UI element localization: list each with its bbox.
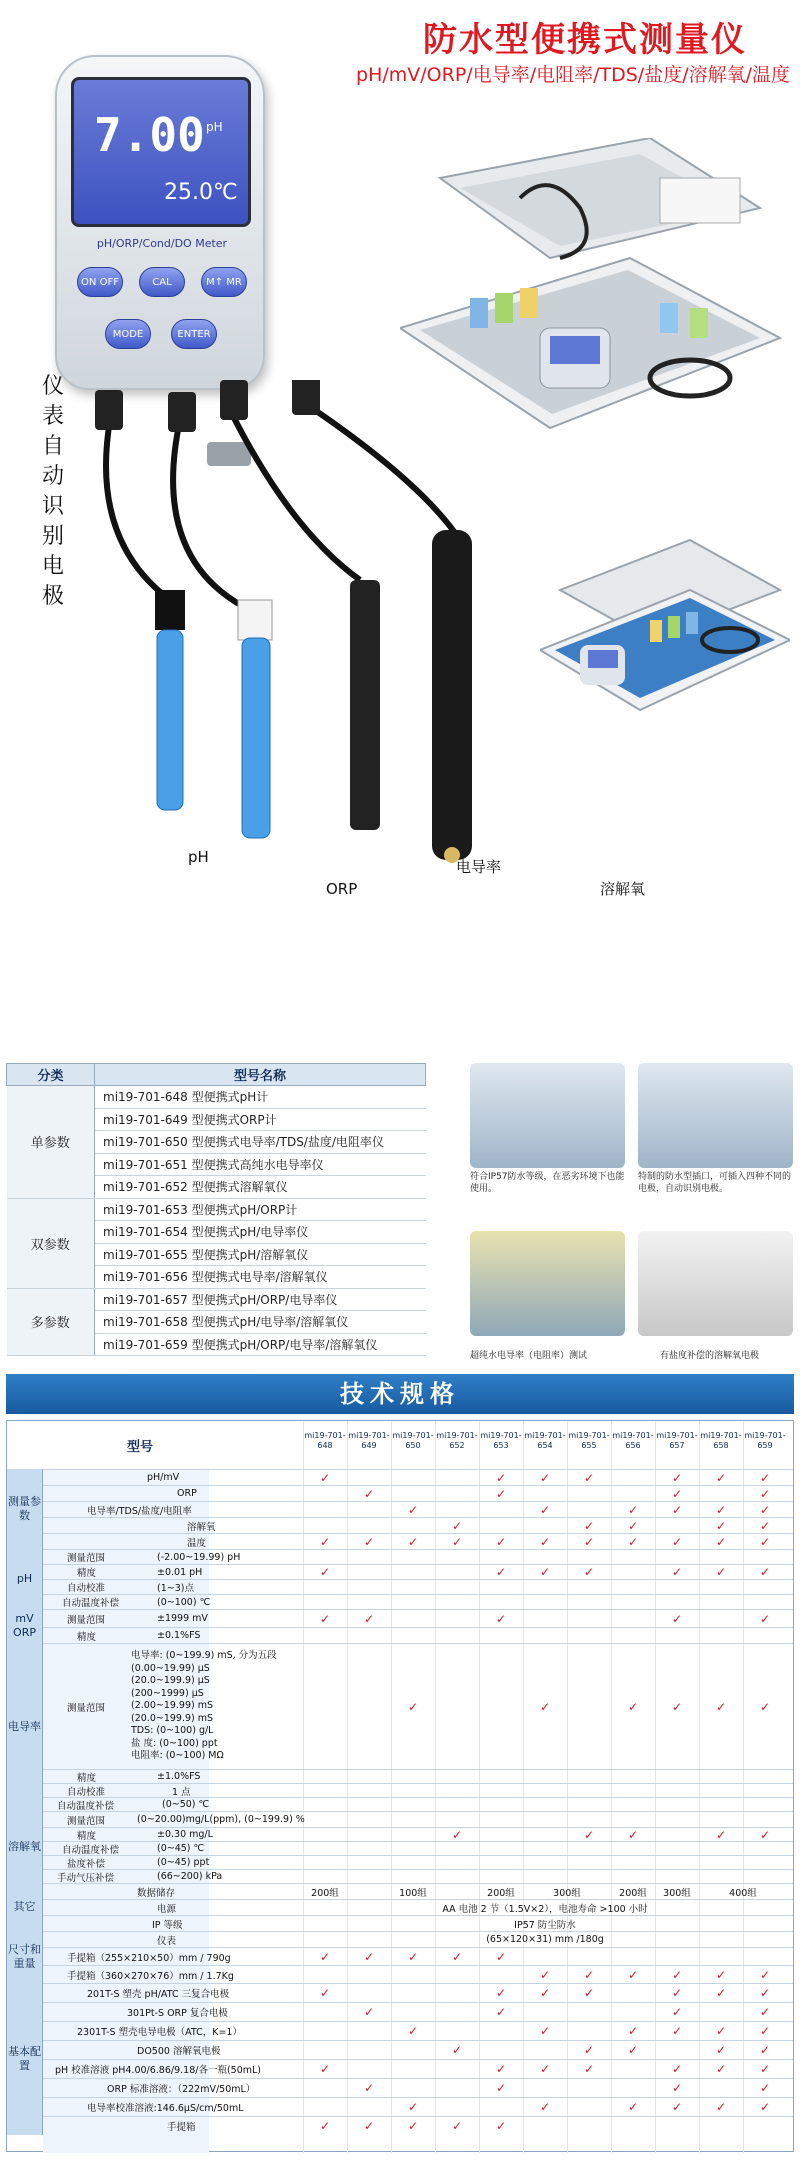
electrode-label-orp: ORP bbox=[326, 880, 358, 898]
spec-section: 其它 bbox=[7, 1883, 43, 1931]
spec-model-col: mi19-701-657 bbox=[656, 1431, 698, 1450]
meter-image bbox=[55, 55, 265, 390]
spec-row bbox=[7, 1564, 793, 1579]
spec-row-label: 手提箱 bbox=[167, 2122, 196, 2133]
check-mark: ✓ bbox=[451, 1827, 463, 1842]
check-mark: ✓ bbox=[363, 1486, 375, 1501]
check-mark: ✓ bbox=[759, 2043, 771, 2057]
check-mark: ✓ bbox=[495, 2062, 507, 2076]
check-mark: ✓ bbox=[583, 2043, 595, 2057]
model-name: mi19-701-655 型便携式pH/溶解氧仪 bbox=[95, 1243, 426, 1266]
spec-row bbox=[7, 1643, 793, 1769]
check-mark: ✓ bbox=[715, 2100, 727, 2114]
check-mark: ✓ bbox=[671, 1470, 683, 1485]
spec-row-label: 测量范围 bbox=[67, 1702, 106, 1714]
meter-lcd bbox=[71, 77, 251, 227]
check-mark: ✓ bbox=[407, 2119, 419, 2133]
spec-row-value: ±0.30 mg/L bbox=[157, 1829, 213, 1840]
check-mark: ✓ bbox=[759, 1699, 771, 1714]
check-mark: ✓ bbox=[759, 1967, 771, 1982]
spec-section: 基本配置 bbox=[7, 1983, 43, 2135]
waterproof-photo bbox=[470, 1063, 625, 1168]
meter-temperature: 25.0℃ bbox=[164, 180, 238, 205]
spec-row bbox=[7, 1811, 793, 1827]
spec-row-label: 自动温度补偿 bbox=[57, 1800, 115, 1812]
cond-range-line: TDS: (0~100) g/L bbox=[131, 1725, 214, 1737]
check-mark: ✓ bbox=[583, 1827, 595, 1842]
check-mark: ✓ bbox=[583, 1565, 595, 1579]
spec-row bbox=[7, 2002, 793, 2021]
cond-range-line: 电导率: (0~199.9) mS, 分为五段 bbox=[131, 1650, 277, 1662]
check-mark: ✓ bbox=[363, 1534, 375, 1549]
power-value: AA 电池 2 节（1.5V×2），电池寿命 >100 小时 bbox=[442, 1903, 648, 1915]
page-subtitle: pH/mV/ORP/电导率/电阻率/TDS/盐度/溶解氧/温度 bbox=[356, 64, 790, 86]
spec-model-header: 型号 bbox=[127, 1439, 154, 1455]
spec-row bbox=[7, 1533, 793, 1549]
spec-row-value: ±1.0%FS bbox=[157, 1771, 201, 1782]
category-multi: 多参数 bbox=[7, 1288, 95, 1356]
spec-row bbox=[7, 1609, 793, 1627]
check-mark: ✓ bbox=[451, 2119, 463, 2133]
spec-row-label: 测量范围 bbox=[67, 1614, 106, 1626]
check-mark: ✓ bbox=[759, 1518, 771, 1533]
spec-model-col: mi19-701-653 bbox=[480, 1431, 522, 1450]
check-mark: ✓ bbox=[539, 2062, 551, 2076]
check-mark: ✓ bbox=[363, 2119, 375, 2133]
spec-row-label: 2301T-S 塑壳电导电极（ATC，K=1） bbox=[77, 2027, 242, 2038]
check-mark: ✓ bbox=[539, 1502, 551, 1517]
spec-row-label: 电导率/TDS/盐度/电阻率 bbox=[87, 1505, 192, 1517]
check-mark: ✓ bbox=[671, 1565, 683, 1579]
electrodes-image bbox=[60, 380, 720, 940]
model-name: mi19-701-656 型便携式电导率/溶解氧仪 bbox=[95, 1266, 426, 1289]
spec-row bbox=[7, 1594, 793, 1609]
model-name: mi19-701-657 型便携式pH/ORP/电导率仪 bbox=[95, 1288, 426, 1311]
electrode-label-do: 溶解氧 bbox=[600, 880, 646, 898]
spec-model-col: mi19-701-655 bbox=[568, 1431, 610, 1450]
meter-reading: 7.00 bbox=[94, 108, 205, 162]
spec-row-label: 溶解氧 bbox=[187, 1521, 216, 1533]
storage-value: 200组 bbox=[487, 1887, 515, 1899]
models-header-category: 分类 bbox=[7, 1064, 95, 1086]
meter-cal-button: CAL bbox=[139, 267, 185, 297]
check-mark: ✓ bbox=[495, 1949, 507, 1964]
check-mark: ✓ bbox=[715, 2024, 727, 2038]
model-name: mi19-701-654 型便携式pH/电导率仪 bbox=[95, 1221, 426, 1244]
page-title: 防水型便携式测量仪 bbox=[423, 20, 747, 60]
check-mark: ✓ bbox=[627, 1502, 639, 1517]
photo-caption: 超纯水电导率（电阻率）测试 bbox=[470, 1351, 588, 1361]
check-mark: ✓ bbox=[627, 2024, 639, 2038]
spec-row-label: 自动校准 bbox=[67, 1583, 106, 1594]
spec-row-value: ±0.1%FS bbox=[157, 1630, 201, 1641]
check-mark: ✓ bbox=[319, 1986, 331, 2000]
do-electrode-photo bbox=[638, 1231, 793, 1336]
hero-section bbox=[0, 0, 800, 1020]
check-mark: ✓ bbox=[759, 1470, 771, 1485]
spec-row bbox=[7, 1783, 793, 1797]
check-mark: ✓ bbox=[759, 1611, 771, 1626]
check-mark: ✓ bbox=[759, 1486, 771, 1501]
spec-row-label: 仪表 bbox=[157, 1935, 177, 1947]
spec-row-label: 自动温度补偿 bbox=[62, 1844, 120, 1856]
check-mark: ✓ bbox=[363, 2081, 375, 2095]
storage-value: 300组 bbox=[553, 1887, 581, 1899]
spec-model-col: mi19-701-654 bbox=[524, 1431, 566, 1450]
photo-caption: 特制的防水型插口，可插入四种不同的电极，自动识别电极。 bbox=[638, 1172, 792, 1194]
cond-range-line: (0.00~19.99) μS bbox=[131, 1662, 210, 1674]
spec-row-value: ±0.01 pH bbox=[157, 1566, 203, 1578]
cond-range-line: (200~1999) μS bbox=[131, 1687, 204, 1699]
check-mark: ✓ bbox=[759, 2062, 771, 2076]
spec-row bbox=[7, 2040, 793, 2059]
model-name: mi19-701-653 型便携式pH/ORP计 bbox=[95, 1198, 426, 1221]
category-dual: 双参数 bbox=[7, 1198, 95, 1288]
models-table bbox=[6, 1063, 426, 1356]
storage-value: 200组 bbox=[619, 1887, 647, 1899]
meter-mode-button: MODE bbox=[105, 319, 151, 349]
spec-row bbox=[7, 1769, 793, 1783]
spec-row-value: (0~50) ℃ bbox=[162, 1799, 210, 1810]
spec-row bbox=[7, 1627, 793, 1643]
check-mark: ✓ bbox=[407, 1502, 419, 1517]
spec-row bbox=[7, 2116, 793, 2135]
spec-model-col: mi19-701-652 bbox=[436, 1431, 478, 1450]
check-mark: ✓ bbox=[759, 1502, 771, 1517]
storage-value: 100组 bbox=[399, 1887, 427, 1899]
check-mark: ✓ bbox=[319, 1534, 331, 1549]
check-mark: ✓ bbox=[759, 2005, 771, 2019]
models-header-name: 型号名称 bbox=[95, 1064, 426, 1086]
check-mark: ✓ bbox=[451, 1949, 463, 1964]
check-mark: ✓ bbox=[715, 1827, 727, 1842]
spec-section: 测量参数 bbox=[7, 1469, 43, 1549]
check-mark: ✓ bbox=[715, 1534, 727, 1549]
check-mark: ✓ bbox=[495, 1986, 507, 2000]
check-mark: ✓ bbox=[495, 2119, 507, 2133]
photo-caption: 符合IP57防水等级，在恶劣环境下也能使用。 bbox=[470, 1172, 625, 1194]
spec-section: pH bbox=[7, 1549, 43, 1609]
table-row bbox=[7, 1198, 426, 1221]
check-mark: ✓ bbox=[407, 2024, 419, 2038]
check-mark: ✓ bbox=[671, 1699, 683, 1714]
spec-row-label: 精度 bbox=[77, 1772, 97, 1784]
check-mark: ✓ bbox=[451, 1518, 463, 1533]
check-mark: ✓ bbox=[627, 1699, 639, 1714]
check-mark: ✓ bbox=[539, 1699, 551, 1714]
spec-row bbox=[7, 1841, 793, 1855]
spec-model-col: mi19-701-650 bbox=[392, 1431, 434, 1450]
check-mark: ✓ bbox=[671, 2024, 683, 2038]
spec-model-col: mi19-701-659 bbox=[744, 1431, 786, 1450]
check-mark: ✓ bbox=[319, 2062, 331, 2076]
check-mark: ✓ bbox=[759, 1534, 771, 1549]
check-mark: ✓ bbox=[627, 2100, 639, 2114]
check-mark: ✓ bbox=[539, 1565, 551, 1579]
check-mark: ✓ bbox=[451, 2043, 463, 2057]
spec-row-label: 手提箱（360×270×76）mm / 1.7Kg bbox=[67, 1970, 234, 1982]
model-name: mi19-701-648 型便携式pH计 bbox=[95, 1086, 426, 1109]
spec-row bbox=[7, 1947, 793, 1965]
spec-row-label: IP 等级 bbox=[152, 1919, 183, 1931]
model-name: mi19-701-651 型便携式高纯水电导率仪 bbox=[95, 1153, 426, 1176]
spec-model-col: mi19-701-658 bbox=[700, 1431, 742, 1450]
category-single: 单参数 bbox=[7, 1086, 95, 1199]
spec-row bbox=[7, 2078, 793, 2097]
spec-row bbox=[7, 1899, 793, 1915]
ip-value: IP57 防尘防水 bbox=[514, 1919, 576, 1931]
check-mark: ✓ bbox=[671, 1986, 683, 2000]
check-mark: ✓ bbox=[583, 1967, 595, 1982]
connector-photo bbox=[638, 1063, 793, 1168]
check-mark: ✓ bbox=[407, 1534, 419, 1549]
spec-row-label: DO500 溶解氧电极 bbox=[137, 2046, 221, 2057]
check-mark: ✓ bbox=[583, 1518, 595, 1533]
check-mark: ✓ bbox=[319, 1565, 331, 1579]
spec-row bbox=[7, 1983, 793, 2002]
check-mark: ✓ bbox=[627, 1967, 639, 1982]
spec-row-label: 电导率校准溶液:146.6μS/cm/50mL bbox=[87, 2103, 244, 2114]
check-mark: ✓ bbox=[319, 1470, 331, 1485]
cond-range-line: 电阻率: (0~100) MΩ bbox=[131, 1750, 224, 1762]
spec-row-value: (66~200) kPa bbox=[157, 1871, 223, 1882]
check-mark: ✓ bbox=[407, 1699, 419, 1714]
spec-model-col: mi19-701-649 bbox=[348, 1431, 390, 1450]
spec-row-value: (0~45) ppt bbox=[157, 1857, 210, 1868]
check-mark: ✓ bbox=[495, 1611, 507, 1626]
photo-caption: 有盐度补偿的溶解氧电极 bbox=[660, 1351, 760, 1361]
cond-range-line: (20.0~199.9) μS bbox=[131, 1675, 210, 1687]
spec-row bbox=[7, 2059, 793, 2078]
cond-range-line: (2.00~19.99) mS bbox=[131, 1700, 214, 1712]
spec-row bbox=[7, 1869, 793, 1883]
table-row bbox=[7, 1086, 426, 1109]
model-name: mi19-701-652 型便携式溶解氧仪 bbox=[95, 1176, 426, 1199]
check-mark: ✓ bbox=[627, 2043, 639, 2057]
electrode-label-cond: 电导率 bbox=[456, 858, 502, 876]
spec-section: 溶解氧 bbox=[7, 1811, 43, 1883]
check-mark: ✓ bbox=[495, 2005, 507, 2019]
check-mark: ✓ bbox=[319, 1949, 331, 1964]
spec-row-label: 自动温度补偿 bbox=[62, 1598, 120, 1609]
spec-title: 技术规格 bbox=[6, 1374, 794, 1414]
cond-range-line: (20.0~199.9) mS bbox=[131, 1712, 214, 1724]
check-mark: ✓ bbox=[363, 2005, 375, 2019]
spec-row bbox=[7, 1517, 793, 1533]
check-mark: ✓ bbox=[671, 2005, 683, 2019]
lab-photo bbox=[470, 1231, 625, 1336]
electrode-label-ph: pH bbox=[188, 848, 209, 866]
check-mark: ✓ bbox=[715, 1986, 727, 2000]
spec-row-label: 301Pt-S ORP 复合电极 bbox=[127, 2008, 228, 2019]
meter-on-off-button: ON OFF bbox=[77, 267, 123, 297]
check-mark: ✓ bbox=[583, 1986, 595, 2000]
vertical-label: 仪表自动识别电极 bbox=[41, 374, 64, 609]
check-mark: ✓ bbox=[319, 2119, 331, 2133]
spec-row-label: pH/mV bbox=[147, 1472, 180, 1483]
storage-value: 200组 bbox=[311, 1887, 339, 1899]
spec-section: 电导率 bbox=[7, 1643, 43, 1811]
meter-enter-button: ENTER bbox=[171, 319, 217, 349]
check-mark: ✓ bbox=[759, 2100, 771, 2114]
spec-row bbox=[7, 1965, 793, 1983]
check-mark: ✓ bbox=[363, 1949, 375, 1964]
check-mark: ✓ bbox=[715, 1565, 727, 1579]
check-mark: ✓ bbox=[671, 1502, 683, 1517]
spec-row-value: (-2.00~19.99) pH bbox=[157, 1551, 241, 1563]
check-mark: ✓ bbox=[671, 2062, 683, 2076]
spec-row-label: 自动校准 bbox=[67, 1786, 106, 1798]
spec-row bbox=[7, 1855, 793, 1869]
spec-row-label: 精度 bbox=[77, 1631, 97, 1643]
spec-row-label: 精度 bbox=[77, 1830, 97, 1842]
spec-row-label: 精度 bbox=[77, 1568, 97, 1579]
spec-row bbox=[7, 1931, 793, 1947]
model-name: mi19-701-659 型便携式pH/ORP/电导率/溶解氧仪 bbox=[95, 1333, 426, 1356]
check-mark: ✓ bbox=[759, 2081, 771, 2095]
check-mark: ✓ bbox=[583, 2062, 595, 2076]
spec-row-value: (0~45) ℃ bbox=[157, 1843, 205, 1854]
check-mark: ✓ bbox=[715, 1518, 727, 1533]
table-row bbox=[7, 1288, 426, 1311]
spec-row bbox=[7, 1485, 793, 1501]
check-mark: ✓ bbox=[715, 1967, 727, 1982]
check-mark: ✓ bbox=[759, 1827, 771, 1842]
spec-model-col: mi19-701-648 bbox=[304, 1431, 346, 1450]
check-mark: ✓ bbox=[495, 1486, 507, 1501]
spec-row bbox=[7, 1827, 793, 1841]
spec-row bbox=[7, 1915, 793, 1931]
check-mark: ✓ bbox=[715, 1470, 727, 1485]
meter-unit: pH bbox=[206, 120, 223, 134]
check-mark: ✓ bbox=[539, 1534, 551, 1549]
spec-row bbox=[7, 1469, 793, 1485]
spec-row-label: 测量范围 bbox=[67, 1815, 106, 1827]
spec-row-label: 盐度补偿 bbox=[67, 1858, 106, 1870]
model-name: mi19-701-650 型便携式电导率/TDS/盐度/电阻率仪 bbox=[95, 1131, 426, 1154]
spec-row bbox=[7, 1883, 793, 1899]
check-mark: ✓ bbox=[539, 1967, 551, 1982]
spec-row-label: 测量范围 bbox=[67, 1553, 106, 1564]
check-mark: ✓ bbox=[495, 1565, 507, 1579]
spec-row-label: ORP bbox=[177, 1488, 197, 1499]
meter-memory-button: M↑ MR bbox=[201, 267, 247, 297]
model-name: mi19-701-649 型便携式ORP计 bbox=[95, 1108, 426, 1131]
model-name: mi19-701-658 型便携式pH/电导率/溶解氧仪 bbox=[95, 1311, 426, 1334]
check-mark: ✓ bbox=[671, 2081, 683, 2095]
check-mark: ✓ bbox=[539, 2024, 551, 2038]
check-mark: ✓ bbox=[671, 1967, 683, 1982]
check-mark: ✓ bbox=[539, 2100, 551, 2114]
spec-row-value: (1~3)点 bbox=[157, 1583, 194, 1594]
meter-size-value: (65×120×31) mm /180g bbox=[486, 1934, 604, 1945]
check-mark: ✓ bbox=[583, 1534, 595, 1549]
spec-row-label: 数据储存 bbox=[137, 1887, 176, 1899]
spec-row bbox=[7, 1797, 793, 1811]
check-mark: ✓ bbox=[715, 1502, 727, 1517]
spec-row-label: pH 校准溶液 pH4.00/6.86/9.18/各一瓶(50mL) bbox=[55, 2065, 261, 2076]
check-mark: ✓ bbox=[627, 1534, 639, 1549]
check-mark: ✓ bbox=[495, 1534, 507, 1549]
check-mark: ✓ bbox=[715, 1699, 727, 1714]
check-mark: ✓ bbox=[715, 2043, 727, 2057]
spec-row bbox=[7, 1549, 793, 1564]
check-mark: ✓ bbox=[583, 1470, 595, 1485]
meter-brand: pH/ORP/Cond/DO Meter bbox=[96, 237, 228, 250]
spec-section: mV ORP bbox=[7, 1609, 43, 1643]
spec-row-value: (0~100) ℃ bbox=[157, 1596, 211, 1608]
check-mark: ✓ bbox=[495, 1470, 507, 1485]
spec-row bbox=[7, 1579, 793, 1594]
check-mark: ✓ bbox=[407, 1949, 419, 1964]
check-mark: ✓ bbox=[539, 1986, 551, 2000]
check-mark: ✓ bbox=[319, 1611, 331, 1626]
check-mark: ✓ bbox=[539, 1470, 551, 1485]
spec-table bbox=[6, 1420, 794, 2152]
check-mark: ✓ bbox=[671, 2100, 683, 2114]
check-mark: ✓ bbox=[759, 1986, 771, 2000]
spec-row-label: 手提箱（255×210×50）mm / 790g bbox=[67, 1952, 231, 1964]
check-mark: ✓ bbox=[759, 2024, 771, 2038]
spec-row bbox=[7, 2021, 793, 2040]
spec-row-label: 201T-S 塑壳 pH/ATC 三复合电极 bbox=[87, 1989, 230, 2000]
spec-row-label: 电源 bbox=[157, 1903, 177, 1915]
spec-row-label: 温度 bbox=[187, 1537, 207, 1549]
check-mark: ✓ bbox=[759, 1565, 771, 1579]
spec-row-value: (0~20.00)mg/L(ppm), (0~199.9) % bbox=[137, 1814, 305, 1825]
spec-row-label: 手动气压补偿 bbox=[57, 1872, 115, 1884]
check-mark: ✓ bbox=[671, 1486, 683, 1501]
spec-row bbox=[7, 1501, 793, 1517]
check-mark: ✓ bbox=[451, 1534, 463, 1549]
spec-row-value: ±1999 mV bbox=[157, 1613, 208, 1624]
cond-range-line: 盐 度: (0~100) ppt bbox=[131, 1737, 218, 1749]
check-mark: ✓ bbox=[671, 1611, 683, 1626]
spec-model-col: mi19-701-656 bbox=[612, 1431, 654, 1450]
storage-value: 300组 bbox=[663, 1887, 691, 1899]
check-mark: ✓ bbox=[715, 2062, 727, 2076]
storage-value: 400组 bbox=[729, 1887, 757, 1899]
check-mark: ✓ bbox=[627, 1518, 639, 1533]
spec-row-label: ORP 标准溶液：（222mV/50mL） bbox=[107, 2084, 256, 2095]
spec-row bbox=[7, 2097, 793, 2116]
check-mark: ✓ bbox=[407, 2100, 419, 2114]
check-mark: ✓ bbox=[627, 1827, 639, 1842]
cond-range-values bbox=[131, 1644, 277, 1769]
feature-photos bbox=[470, 1063, 795, 1363]
spec-row-value: 1 点 bbox=[172, 1786, 191, 1798]
spec-section: 尺寸和重量 bbox=[7, 1931, 43, 1983]
check-mark: ✓ bbox=[671, 1534, 683, 1549]
check-mark: ✓ bbox=[363, 1611, 375, 1626]
check-mark: ✓ bbox=[495, 2081, 507, 2095]
